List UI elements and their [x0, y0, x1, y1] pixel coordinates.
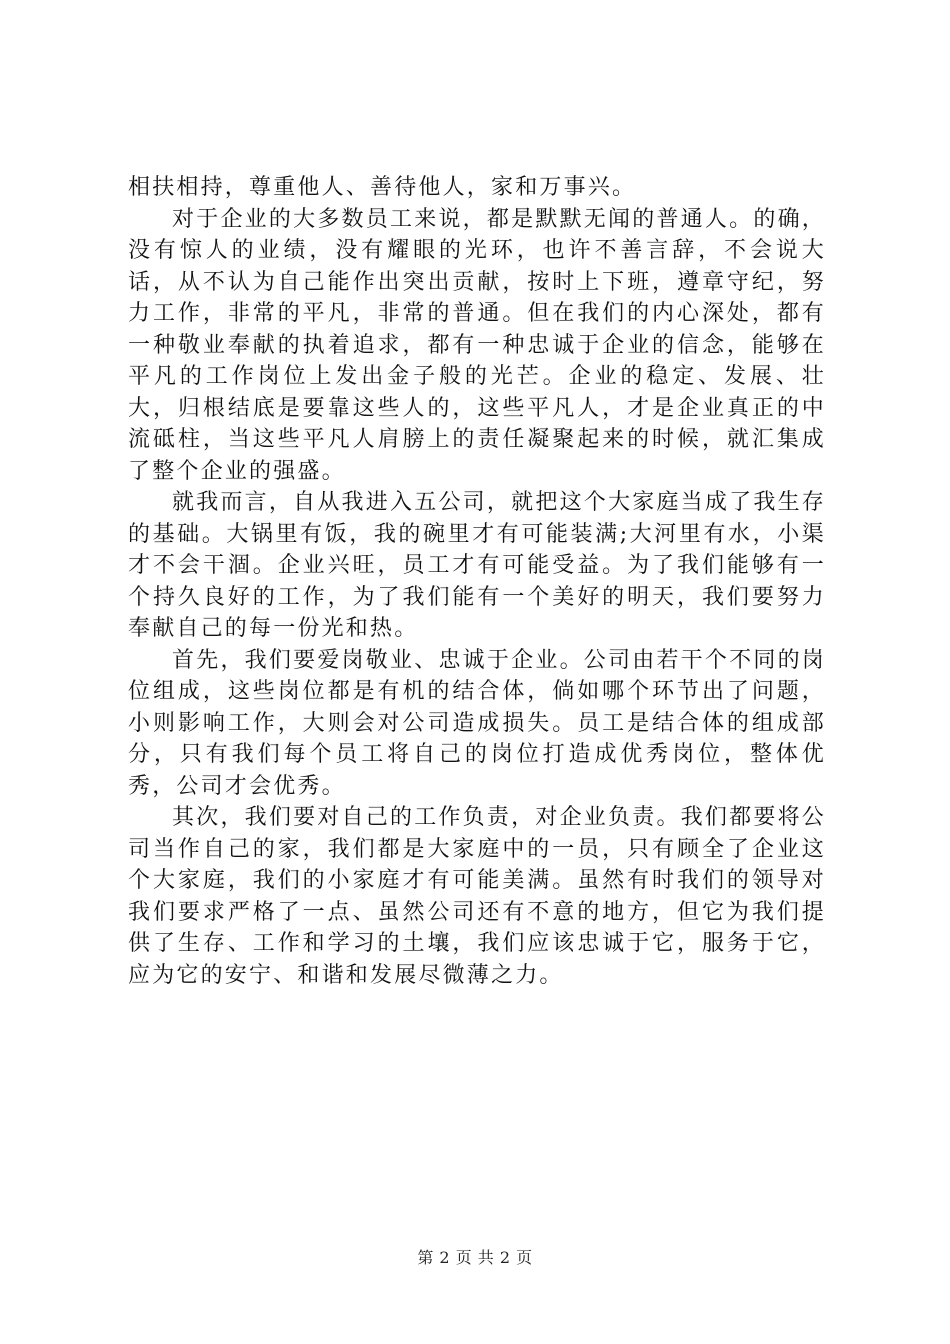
paragraph: 对于企业的大多数员工来说，都是默默无闻的普通人。的确，没有惊人的业绩，没有耀眼的光环，也许不善言辞，不会说大话，从不认为自己能作出突出贡献，按时上下班，遵章守纪，努力工作，非常的平凡，非常的普通。但在我们的内心深处，都有一种敬业奉献的执着追求，都有一种忠诚于企业的信念，能够在平凡的工作岗位上发出金子般的光芒。企业的稳定、发展、壮大，归根结底是要靠这些人的，这些平凡人，才是企业真正的中流砥柱，当这些平凡人肩膀上的责任凝聚起来的时候，就汇集成了整个企业的强盛。 [128, 206, 826, 484]
paragraph: 其次，我们要对自己的工作负责，对企业负责。我们都要将公司当作自己的家，我们都是大家庭中的一员，只有顾全了企业这个大家庭，我们的小家庭才有可能美满。虽然有时我们的领导对我们要求严格了一点、虽然公司还有不意的地方，但它为我们提供了生存、工作和学习的土壤，我们应该忠诚于它，服务于它，应为它的安宁、和谐和发展尽微薄之力。 [128, 805, 826, 988]
document-body [128, 172, 826, 991]
paragraph: 首先，我们要爱岗敬业、忠诚于企业。公司由若干个不同的岗位组成，这些岗位都是有机的结合体，倘如哪个环节出了问题，小则影响工作，大则会对公司造成损失。员工是结合体的组成部分，只有我们每个员工将自己的岗位打造成优秀岗位，整体优秀，公司才会优秀。 [128, 647, 826, 799]
paragraph: 就我而言，自从我进入五公司，就把这个大家庭当成了我生存的基础。大锅里有饭，我的碗里才有可能装满;大河里有水，小渠才不会干涸。企业兴旺，员工才有可能受益。为了我们能够有一个持久良好的工作，为了我们能有一个美好的明天，我们要努力奉献自己的每一份光和热。 [128, 490, 826, 641]
page-number-footer: 第 2 页 共 2 页 [417, 1248, 533, 1267]
paragraph-continuation: 相扶相持，尊重他人、善待他人，家和万事兴。 [128, 175, 637, 200]
